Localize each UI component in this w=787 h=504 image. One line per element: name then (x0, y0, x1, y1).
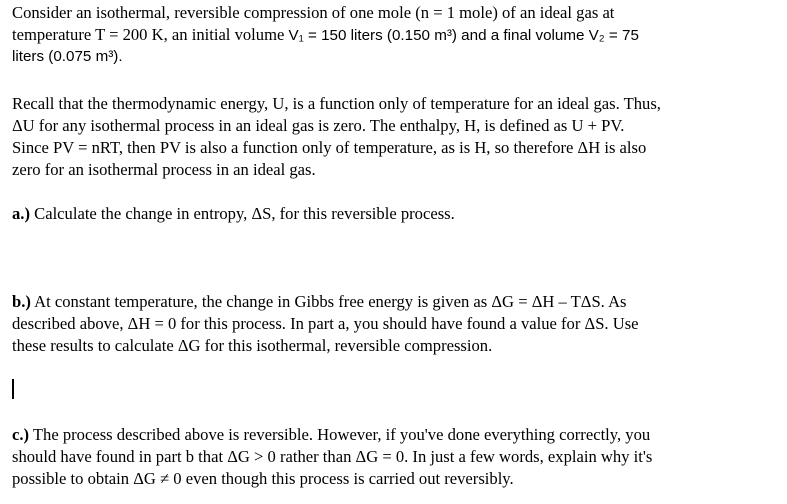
part-a-line-1 (12, 203, 455, 225)
part-c-line-1 (12, 424, 650, 446)
intro-line-2-text: temperature T = 200 K, an initial volume (12, 25, 289, 44)
part-c-label: c.) (12, 425, 30, 444)
part-b-text: At constant temperature, the change in Gibbs free energy is given as ΔG = ΔH – TΔS. As (30, 292, 627, 311)
intro-line-3: liters (0.075 m³). (12, 48, 123, 65)
part-b-label: b.) (12, 292, 31, 311)
part-c-line-3: possible to obtain ΔG ≠ 0 even though this process is carried out reversibly. (12, 469, 514, 488)
intro-line-1: Consider an isothermal, reversible compression of one mole (n = 1 mole) of an ideal gas at (12, 3, 615, 22)
recall-line-3: Since PV = nRT, then PV is also a function only of temperature, as is H, so therefore ΔH is also (12, 138, 647, 157)
part-b-line-3: these results to calculate ΔG for this isothermal, reversible compression. (12, 336, 493, 355)
part-a-label: a.) (12, 204, 30, 223)
part-b-line-1 (12, 291, 627, 313)
part-b-line-2: described above, ΔH = 0 for this process. In part a, you should have found a value for ΔS. Use (12, 314, 639, 333)
part-c-line-2: should have found in part b that ΔG > 0 rather than ΔG = 0. In just a few words, explain why it's (12, 447, 653, 466)
recall-line-2: ΔU for any isothermal process in an ideal gas is zero. The enthalpy, H, is defined as U + PV. (12, 116, 625, 135)
part-a-text: Calculate the change in entropy, ΔS, for this reversible process. (29, 204, 455, 223)
recall-line-4: zero for an isothermal process in an ideal gas. (12, 160, 316, 179)
intro-line-2-volumes: V₁ = 150 liters (0.150 m³) and a final volume V₂ = 75 (288, 27, 639, 44)
recall-line-1: Recall that the thermodynamic energy, U, is a function only of temperature for an ideal gas. Thus, (12, 94, 661, 113)
part-c-text: The process described above is reversible. However, if you've done everything correctly, you (29, 425, 651, 444)
intro-line-2 (12, 24, 639, 47)
text-cursor[interactable] (12, 379, 14, 399)
